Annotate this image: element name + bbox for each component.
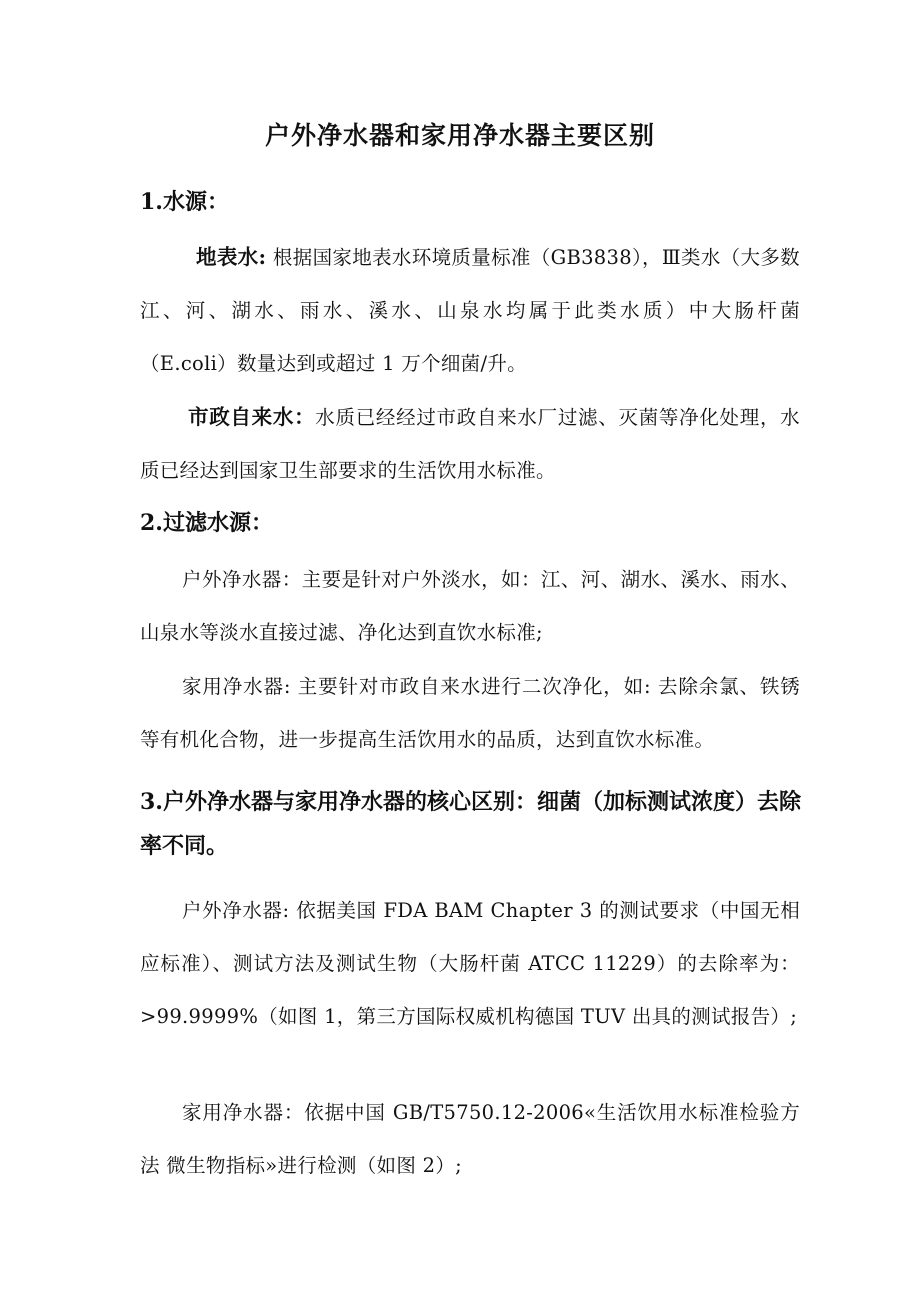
paragraph-outdoor-purifier-test: 户外净水器: 依据美国 FDA BAM Chapter 3 的测试要求（中国无相应标准）、测试方法及测试生物（大肠杆菌 ATCC 11229）的去除率为：>99.9999%（如图 1，第三方国际权威机构德国 TUV 出具的测试报告）; bbox=[140, 899, 800, 1028]
paragraph-lead-surface-water: 地表水: bbox=[196, 245, 267, 269]
section-heading-water-source: 1.水源： bbox=[140, 189, 229, 215]
paragraph-home-purifier-test: 家用净水器：依据中国 GB/T5750.12-2006«生活饮用水标准检验方法 微生物指标»进行检测（如图 2）; bbox=[140, 1101, 800, 1177]
paragraph-municipal-water bbox=[140, 391, 800, 497]
section-heading-core-difference: 3.户外净水器与家用净水器的核心区别：细菌（加标测试浓度）去除率不同。 bbox=[140, 789, 801, 859]
section-heading-filter-source: 2.过滤水源： bbox=[140, 510, 273, 536]
paragraph-outdoor-purifier-source: 户外净水器：主要是针对户外淡水，如：江、河、湖水、溪水、雨水、山泉水等淡水直接过滤、净化达到直饮水标准; bbox=[140, 568, 800, 644]
paragraph-text-municipal-water: 水质已经经过市政自来水厂过滤、灭菌等净化处理，水质已经达到国家卫生部要求的生活饮用水标准。 bbox=[140, 406, 800, 482]
paragraph-lead-municipal-water: 市政自来水： bbox=[188, 405, 316, 429]
paragraph-text-surface-water: 根据国家地表水环境质量标准（GB3838），Ⅲ类水（大多数江、河、湖水、雨水、溪水、山泉水均属于此类水质）中大肠杆菌（E.coli）数量达到或超过 1 万个细菌/升。 bbox=[140, 246, 800, 375]
paragraph-surface-water bbox=[140, 231, 800, 390]
document-title: 户外净水器和家用净水器主要区别 bbox=[264, 121, 655, 150]
paragraph-home-purifier-source: 家用净水器: 主要针对市政自来水进行二次净化，如: 去除余氯、铁锈等有机化合物，进一步提高生活饮用水的品质，达到直饮水标准。 bbox=[140, 675, 800, 751]
